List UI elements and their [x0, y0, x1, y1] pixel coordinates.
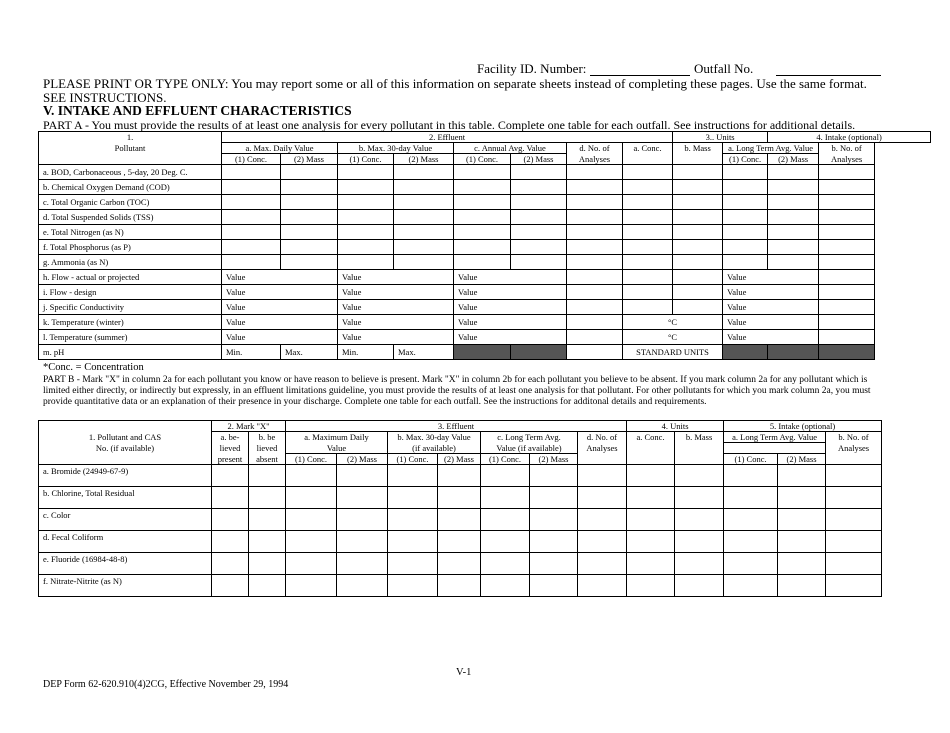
print-instructions: PLEASE PRINT OR TYPE ONLY: You may report some or all of this information on separate sheets instead of completing these pages. Use the same format.: [43, 76, 867, 91]
pollutant-label: f. Nitrate-Nitrite (as N): [39, 575, 212, 597]
sub-conc: (1) Conc.: [454, 154, 511, 165]
col-believed-absent: b. be: [249, 432, 286, 443]
pollutant-label: h. Flow - actual or projected: [39, 270, 222, 285]
pollutant-label: m. pH: [39, 345, 222, 360]
sub-conc: (1) Conc.: [723, 154, 768, 165]
col-analyses: Analyses: [567, 154, 623, 165]
section-title: V. INTAKE AND EFFLUENT CHARACTERISTICS: [43, 103, 352, 118]
col-units-conc: a. Conc.: [623, 143, 673, 154]
col-intake-analyses: Analyses: [819, 154, 875, 165]
sub-conc: (1) Conc.: [338, 154, 394, 165]
sub-mass: (2) Mass: [394, 154, 454, 165]
part-b-rows: [39, 465, 882, 597]
part-a-table: [38, 131, 931, 360]
col-units-mass: b. Mass: [673, 143, 723, 154]
pollutant-label: l. Temperature (summer): [39, 330, 222, 345]
col-effluent: 2. Effluent: [222, 132, 673, 143]
pollutant-label: c. Color: [39, 509, 212, 531]
sub-mass: (2) Mass: [530, 454, 578, 465]
col-max-30day: b. Max. 30-day Value: [338, 143, 454, 154]
pollutant-label: f. Total Phosphorus (as P): [39, 240, 222, 255]
col-pollutant-num: 1.: [39, 132, 222, 143]
col-pollutant-cas: 1. Pollutant and CAS: [39, 432, 212, 443]
col-effluent: 3. Effluent: [286, 421, 627, 432]
outfall-number-label: Outfall No.: [694, 61, 754, 76]
col-max-daily: a. Maximum Daily: [286, 432, 388, 443]
unit-standard: STANDARD UNITS: [623, 345, 723, 360]
sub-mass: (2) Mass: [438, 454, 481, 465]
see-instructions: SEE INSTRUCTIONS.: [43, 90, 167, 105]
col-intake-no-of: b. No. of: [826, 432, 882, 443]
pollutant-label: d. Total Suspended Solids (TSS): [39, 210, 222, 225]
col-annual-avg: c. Annual Avg. Value: [454, 143, 567, 154]
sub-mass: (2) Mass: [281, 154, 338, 165]
col-intake-analyses: Analyses: [826, 443, 882, 454]
col-units-mass: b. Mass: [675, 432, 724, 443]
unit-degc: °C: [623, 315, 723, 330]
sub-mass: (2) Mass: [511, 154, 567, 165]
col-units: 4. Units: [627, 421, 724, 432]
col-units: 3.. Units: [673, 132, 768, 143]
pollutant-label: d. Fecal Coliform: [39, 531, 212, 553]
col-max-30day: b. Max. 30-day Value: [388, 432, 481, 443]
sub-mass: (2) Mass: [768, 154, 819, 165]
col-mark-x: 2. Mark "X": [212, 421, 286, 432]
concentration-note: *Conc. = Concentration: [43, 362, 144, 373]
col-intake-no-of: b. No. of: [819, 143, 875, 154]
pollutant-label: j. Specific Conductivity: [39, 300, 222, 315]
col-long-term: a. Long Term Avg. Value: [723, 143, 819, 154]
col-intake: 4. Intake (optional): [768, 132, 931, 143]
sub-conc: (1) Conc.: [222, 154, 281, 165]
pollutant-label: c. Total Organic Carbon (TOC): [39, 195, 222, 210]
page-number: V-1: [456, 667, 472, 678]
part-b-table: 2. Mark "X" 3. Effluent 4. Units 5. Intake (optional) 1. Pollutant and CAS a. be- b. be a. Maximum Daily b. Max. 30-day Value c. Long Term Avg. d. No. of a. Conc. b. Mass a. Long Term Avg. Value b. No. of No. (if available) lieved lieved Value (if available) Value (if available) Analyses Analyses present absent (1) Conc. (2) Mass (1) Conc. (2) Mass (1) Conc. (2) Mass (1) Conc. (2) Mass a. Bromide (24949-67-9) b. Chlorine, Total Residual c. Color d. Fecal Coliform e. Fluoride (16984-48-8) f. Nitrate-Nitrite (as N): [38, 420, 882, 597]
pollutant-label: b. Chemical Oxygen Demand (COD): [39, 180, 222, 195]
pollutant-label: a. Bromide (24949-67-9): [39, 465, 212, 487]
unit-degc: °C: [623, 330, 723, 345]
form-identifier: DEP Form 62-620.910(4)2CG, Effective November 29, 1994: [43, 679, 289, 690]
pollutant-label: e. Fluoride (16984-48-8): [39, 553, 212, 575]
sub-mass: (2) Mass: [337, 454, 388, 465]
col-analyses: Analyses: [578, 443, 627, 454]
part-a-rows-numeric: [39, 165, 931, 270]
pollutant-label: k. Temperature (winter): [39, 315, 222, 330]
pollutant-label: e. Total Nitrogen (as N): [39, 225, 222, 240]
col-no-of: d. No. of: [567, 143, 623, 154]
col-believed-present: a. be-: [212, 432, 249, 443]
sub-conc: (1) Conc.: [724, 454, 778, 465]
facility-id-label: Facility ID. Number:: [477, 61, 587, 76]
part-b-instructions: PART B - Mark "X" in column 2a for each pollutant you know or have reason to believe is present. Mark "X" in column 2b for each pollutant you believe to be absent. If you mark column 2a for any pollutant which is limited either directly, or indirectly but expressly, in an effluent limitations guideline, you must provide the results of at least one analysis for that pollutant. For other pollutants for which you mark column 2a, you must provide quantitative data or an explanation of their presence in your discharge. Complete one table for each outfall. See the instructions for additonal details and requirements.: [43, 375, 871, 407]
col-cas-no: No. (if available): [39, 443, 212, 454]
sub-conc: (1) Conc.: [286, 454, 337, 465]
sub-conc: (1) Conc.: [388, 454, 438, 465]
part-a-rows-value: h. Flow - actual or projected Value Value Value Value i. Flow - design Value Value Value Value j. Specific Conductivity Value Value Value Value k. Temperature (winter) Value Value Value °C Value l. Temperature (summer) Value Value Value °C Value m. pH Min. Max. Min. Max. STANDARD UNITS: [39, 270, 931, 360]
col-long-term: c. Long Term Avg.: [481, 432, 578, 443]
col-units-conc: a. Conc.: [627, 432, 675, 443]
col-pollutant: Pollutant: [39, 143, 222, 154]
sub-mass: (2) Mass: [778, 454, 826, 465]
col-intake-long-term: a. Long Term Avg. Value: [724, 432, 826, 443]
col-max-daily: a. Max. Daily Value: [222, 143, 338, 154]
pollutant-label: b. Chlorine, Total Residual: [39, 487, 212, 509]
pollutant-label: g. Ammonia (as N): [39, 255, 222, 270]
pollutant-label: a. BOD, Carbonaceous , 5-day, 20 Deg. C.: [39, 165, 222, 180]
part-a-instructions: PART A - You must provide the results of at least one analysis for every pollutant in this table. Complete one table for each outfall. See instructions for additional details.: [43, 118, 856, 132]
col-no-of: d. No. of: [578, 432, 627, 443]
col-intake: 5. Intake (optional): [724, 421, 882, 432]
pollutant-label: i. Flow - design: [39, 285, 222, 300]
sub-conc: (1) Conc.: [481, 454, 530, 465]
